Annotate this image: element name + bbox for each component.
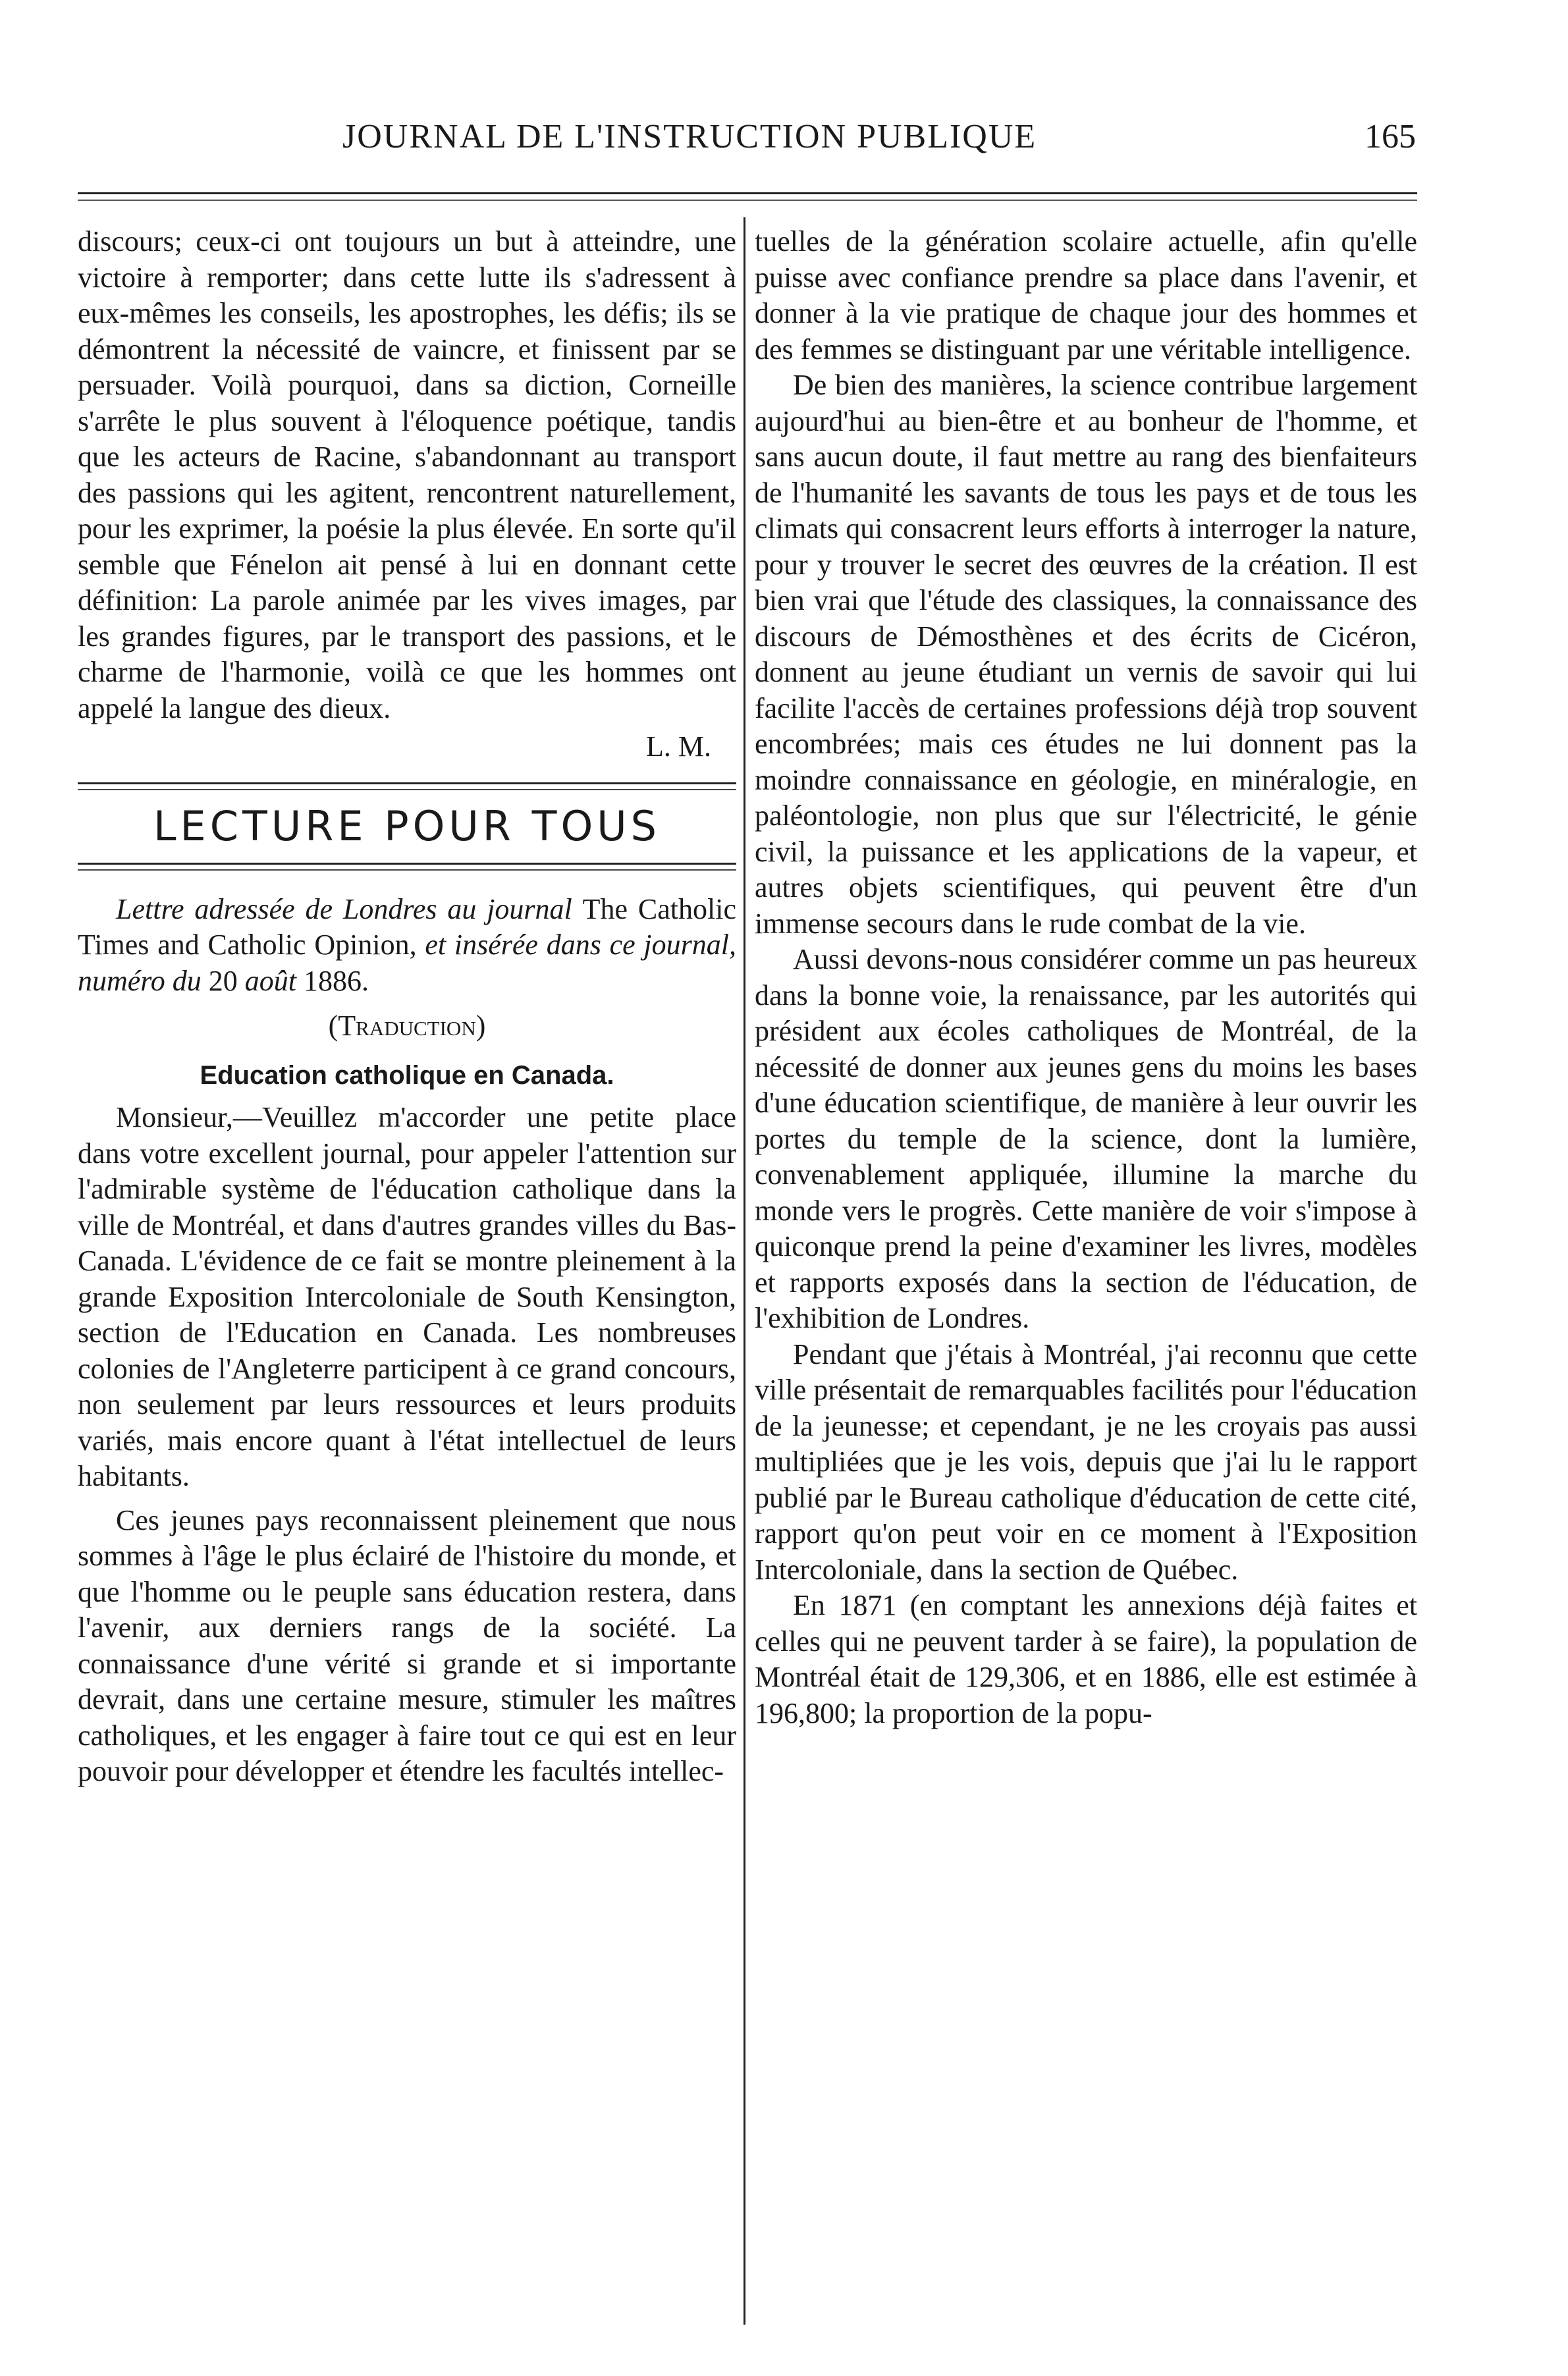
author-signature: L. M. <box>646 730 711 763</box>
header-rule-top <box>78 192 1417 194</box>
newspaper-name: The Catholic Times and Catholic Opinion, <box>78 892 736 961</box>
header-rule-bottom <box>78 200 1417 201</box>
paragraph-science: De bien des manières, la science contribue largement aujourd'hui au bien-être et au bonheur de l'homme, et sans aucun doute, il faut mettre au rang des bienfaiteurs de l'humanité les savants de tous les pays et de tous les climats qui consacrent leurs efforts à interroger la nature, pour y trouver le secret des œuvres de la création. Il est bien vrai que l'étude des classiques, la connaissance des discours de Démosthènes et des écrits de Cicéron, donnent au jeune étudiant un vernis de savoir qui lui facilite l'accès de certaines professions déjà trop souvent encombrées; mais ces études ne lui donnent pas la moindre connaissance en géologie, en minéralogie, en paléontologie, non plus que sur l'électricité, le génie civil, la puissance et les applications de la vapeur, et autres objets scientifiques, qui peuvent être d'un immense secours dans le rude combat de la vie. <box>755 369 1417 940</box>
paragraph-generation-scolaire: tuelles de la génération scolaire actuelle, afin qu'elle puisse avec confiance prendre sa place dans l'avenir, et donner à la vie pratique de chaque jour des hommes et des femmes se distinguant par une véritable intelligence. <box>755 225 1417 365</box>
section-title: LECTURE POUR TOUS <box>153 801 661 850</box>
letter-heading: Education catholique en Canada. <box>200 1060 614 1090</box>
page-number: 165 <box>1365 118 1416 155</box>
section-rule-top <box>78 776 736 797</box>
journal-title: JOURNAL DE L'INSTRUCTION PUBLIQUE <box>342 118 1037 155</box>
paragraph-renaissance: Aussi devons-nous considérer comme un pas heureux dans la bonne voie, la renaissance, par les autorités qui président aux écoles catholiques de Montréal, de la nécessité de donner aux jeunes gens du moins les bases d'une éducation scientifique, de manière à leur ouvrir les portes du temple de la science, dont la lumière, convenablement appliquée, illumine la marche du monde vers le progrès. Cette manière de voir s'impose à quiconque prend la peine d'examiner les livres, modèles et rapports exposés dans la section de l'éducation, de l'exhibition de Londres. <box>755 943 1417 1334</box>
section-rule-bottom <box>78 856 736 877</box>
running-header <box>342 117 1462 163</box>
intro-text-1: Lettre adressée de Londres au journal <box>116 892 572 925</box>
right-column <box>755 224 1417 1731</box>
translation-note: (Traduction) <box>328 1010 486 1042</box>
paragraph-corneille-racine: discours; ceux-ci ont toujours un but à atteindre, une victoire à remporter; dans cette lutte ils s'adressent à eux-mêmes les conseils, les apostrophes, les défis; ils se démontrent la nécessité de vaincre, et finissent par se persuader. Voilà pourquoi, dans sa diction, Corneille s'arrête le plus souvent à l'éloquence poétique, tandis que les acteurs de Racine, s'abandonnant au transport des passions qui les agitent, rencontrent naturellement, pour les exprimer, la poésie la plus élevée. En sorte qu'il semble que Fénelon ait pensé à lui en donnant cette définition: La parole animée par les vives images, par les grandes figures, par le transport des passions, et le charme de l'harmonie, voilà ce que les hommes ont appelé la langue des dieux. <box>78 225 736 724</box>
paragraph-montreal-facilites: Pendant que j'étais à Montréal, j'ai reconnu que cette ville présentait de remarquables facilités pour l'éducation de la jeunesse; et cependant, je ne les croyais pas aussi multipliées que je les vois, depuis que j'ai lu le rapport publié par le Bureau catholique d'éducation de cette cité, rapport qu'on peut voir en ce moment à l'Exposition Intercoloniale, dans la section de Québec. <box>755 1337 1417 1586</box>
intro-text-3: août <box>244 964 297 997</box>
left-column <box>78 224 736 1790</box>
issue-day: 20 <box>208 964 238 997</box>
issue-year: 1886. <box>304 964 369 997</box>
paragraph-jeunes-pays: Ces jeunes pays reconnaissent pleinement que nous sommes à l'âge le plus éclairé de l'histoire du monde, et que l'homme ou le peuple sans éducation restera, dans l'avenir, aux derniers rangs de la société. La connaissance d'une vérité si grande et si importante devrait, dans une certaine mesure, stimuler les maîtres catholiques, et les engager à faire tout ce qui est en leur pouvoir pour développer et étendre les facultés intellec- <box>78 1503 736 1787</box>
paragraph-monsieur: Monsieur,—Veuillez m'accorder une petite place dans votre excellent journal, pour appeler l'attention sur l'admirable système de l'éducation catholique dans la ville de Montréal, et dans d'autres grandes villes du Bas-Canada. L'évidence de ce fait se montre pleinement à la grande Exposition Intercoloniale de South Kensington, section de l'Education en Canada. Les nombreuses colonies de l'Angleterre participent à ce grand concours, non seulement par leurs ressources et leurs produits variés, mais encore quant à l'état intellectuel de leurs habitants. <box>78 1101 736 1492</box>
letter-intro <box>78 892 736 1000</box>
intro-text-2: et insérée dans ce journal, numéro du <box>78 929 737 997</box>
column-divider <box>743 217 745 2325</box>
paragraph-population: En 1871 (en comptant les annexions déjà faites et celles qui ne peuvent tarder à se faire), la population de Montréal était de 129,306, et en 1886, elle est estimée à 196,800; la proportion de la popu- <box>755 1589 1417 1729</box>
